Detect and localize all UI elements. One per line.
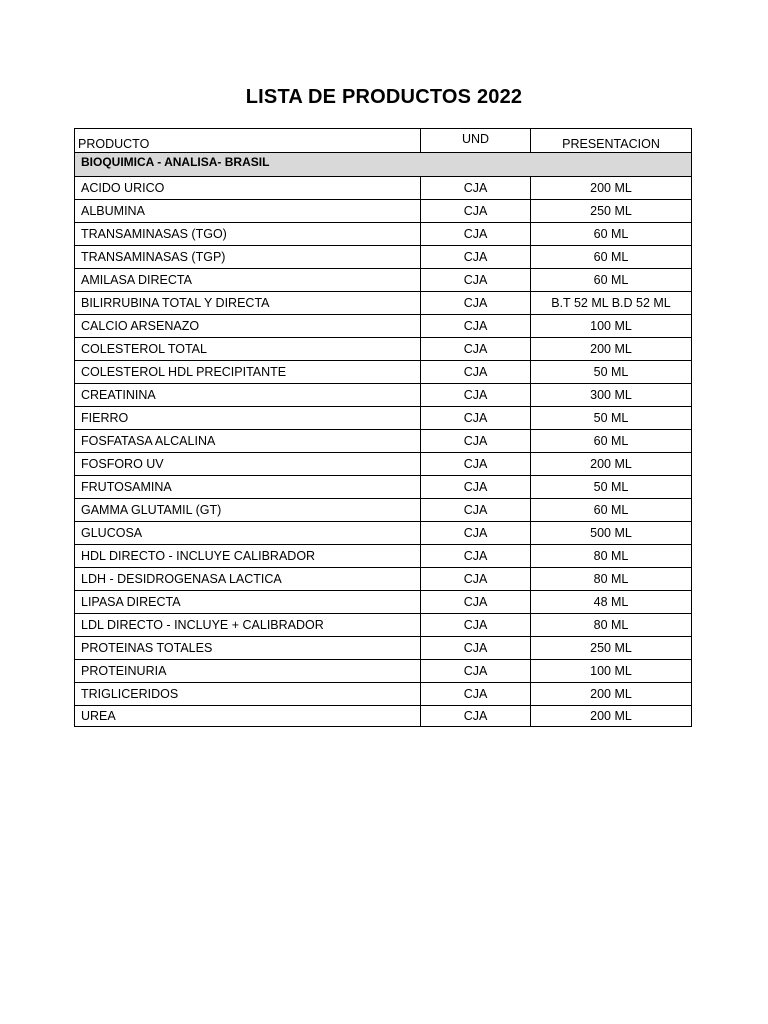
table-row (75, 637, 692, 660)
table-row (75, 706, 692, 727)
presentation-cell: 250 ML (531, 200, 692, 223)
product-name-cell: PROTEINAS TOTALES (75, 637, 421, 660)
presentation-cell: 50 ML (531, 407, 692, 430)
table-row (75, 660, 692, 683)
unit-cell: CJA (421, 177, 531, 200)
product-name-cell: HDL DIRECTO - INCLUYE CALIBRADOR (75, 545, 421, 568)
presentation-cell: 60 ML (531, 430, 692, 453)
unit-cell: CJA (421, 292, 531, 315)
presentation-cell: 50 ML (531, 476, 692, 499)
table-row (75, 476, 692, 499)
presentation-cell: 200 ML (531, 338, 692, 361)
presentation-cell: 48 ML (531, 591, 692, 614)
product-name-cell: LDH - DESIDROGENASA LACTICA (75, 568, 421, 591)
table-row (75, 200, 692, 223)
table-row (75, 407, 692, 430)
product-name-cell: AMILASA DIRECTA (75, 269, 421, 292)
unit-cell: CJA (421, 660, 531, 683)
product-name-cell: CREATININA (75, 384, 421, 407)
product-name-cell: GLUCOSA (75, 522, 421, 545)
column-header-und: UND (421, 129, 531, 153)
presentation-cell: 80 ML (531, 614, 692, 637)
product-name-cell: LDL DIRECTO - INCLUYE + CALIBRADOR (75, 614, 421, 637)
unit-cell: CJA (421, 338, 531, 361)
unit-cell: CJA (421, 499, 531, 522)
unit-cell: CJA (421, 361, 531, 384)
presentation-cell: 200 ML (531, 177, 692, 200)
unit-cell: CJA (421, 591, 531, 614)
unit-cell: CJA (421, 453, 531, 476)
table-row (75, 591, 692, 614)
product-name-cell: GAMMA GLUTAMIL (GT) (75, 499, 421, 522)
presentation-cell: 250 ML (531, 637, 692, 660)
section-row (75, 153, 692, 177)
table-row (75, 614, 692, 637)
presentation-cell: 60 ML (531, 223, 692, 246)
unit-cell: CJA (421, 315, 531, 338)
presentation-cell: B.T 52 ML B.D 52 ML (531, 292, 692, 315)
page-title: LISTA DE PRODUCTOS 2022 (245, 86, 523, 108)
table-row (75, 384, 692, 407)
presentation-cell: 200 ML (531, 683, 692, 706)
table-row (75, 223, 692, 246)
table-row (75, 499, 692, 522)
product-name-cell: PROTEINURIA (75, 660, 421, 683)
presentation-cell: 200 ML (531, 453, 692, 476)
table-row (75, 338, 692, 361)
unit-cell: CJA (421, 223, 531, 246)
product-name-cell: CALCIO ARSENAZO (75, 315, 421, 338)
product-name-cell: TRANSAMINASAS (TGO) (75, 223, 421, 246)
column-header-presentacion: PRESENTACION (531, 129, 692, 153)
product-name-cell: TRANSAMINASAS (TGP) (75, 246, 421, 269)
product-name-cell: LIPASA DIRECTA (75, 591, 421, 614)
unit-cell: CJA (421, 706, 531, 727)
column-header-producto: PRODUCTO (75, 129, 421, 153)
section-label: BIOQUIMICA - ANALISA- BRASIL (75, 153, 692, 177)
presentation-cell: 300 ML (531, 384, 692, 407)
unit-cell: CJA (421, 522, 531, 545)
unit-cell: CJA (421, 384, 531, 407)
product-name-cell: COLESTEROL TOTAL (75, 338, 421, 361)
product-name-cell: FIERRO (75, 407, 421, 430)
unit-cell: CJA (421, 683, 531, 706)
presentation-cell: 60 ML (531, 246, 692, 269)
presentation-cell: 60 ML (531, 499, 692, 522)
product-name-cell: FRUTOSAMINA (75, 476, 421, 499)
unit-cell: CJA (421, 246, 531, 269)
presentation-cell: 60 ML (531, 269, 692, 292)
table-row (75, 568, 692, 591)
unit-cell: CJA (421, 269, 531, 292)
product-name-cell: FOSFATASA ALCALINA (75, 430, 421, 453)
unit-cell: CJA (421, 545, 531, 568)
unit-cell: CJA (421, 568, 531, 591)
unit-cell: CJA (421, 200, 531, 223)
unit-cell: CJA (421, 637, 531, 660)
presentation-cell: 50 ML (531, 361, 692, 384)
unit-cell: CJA (421, 430, 531, 453)
product-name-cell: COLESTEROL HDL PRECIPITANTE (75, 361, 421, 384)
presentation-cell: 100 ML (531, 660, 692, 683)
product-name-cell: ALBUMINA (75, 200, 421, 223)
table-row (75, 430, 692, 453)
presentation-cell: 100 ML (531, 315, 692, 338)
table-row (75, 315, 692, 338)
product-name-cell: UREA (75, 706, 421, 727)
table-row (75, 292, 692, 315)
table-row (75, 545, 692, 568)
unit-cell: CJA (421, 476, 531, 499)
table-row (75, 683, 692, 706)
presentation-cell: 500 ML (531, 522, 692, 545)
table-row (75, 453, 692, 476)
table-row (75, 177, 692, 200)
header-row (75, 129, 692, 153)
product-name-cell: ACIDO URICO (75, 177, 421, 200)
table-row (75, 246, 692, 269)
presentation-cell: 200 ML (531, 706, 692, 727)
product-name-cell: FOSFORO UV (75, 453, 421, 476)
unit-cell: CJA (421, 614, 531, 637)
table-row (75, 522, 692, 545)
table-row (75, 269, 692, 292)
unit-cell: CJA (421, 407, 531, 430)
table-row (75, 361, 692, 384)
presentation-cell: 80 ML (531, 545, 692, 568)
product-name-cell: BILIRRUBINA TOTAL Y DIRECTA (75, 292, 421, 315)
product-name-cell: TRIGLICERIDOS (75, 683, 421, 706)
products-table (74, 128, 692, 727)
presentation-cell: 80 ML (531, 568, 692, 591)
